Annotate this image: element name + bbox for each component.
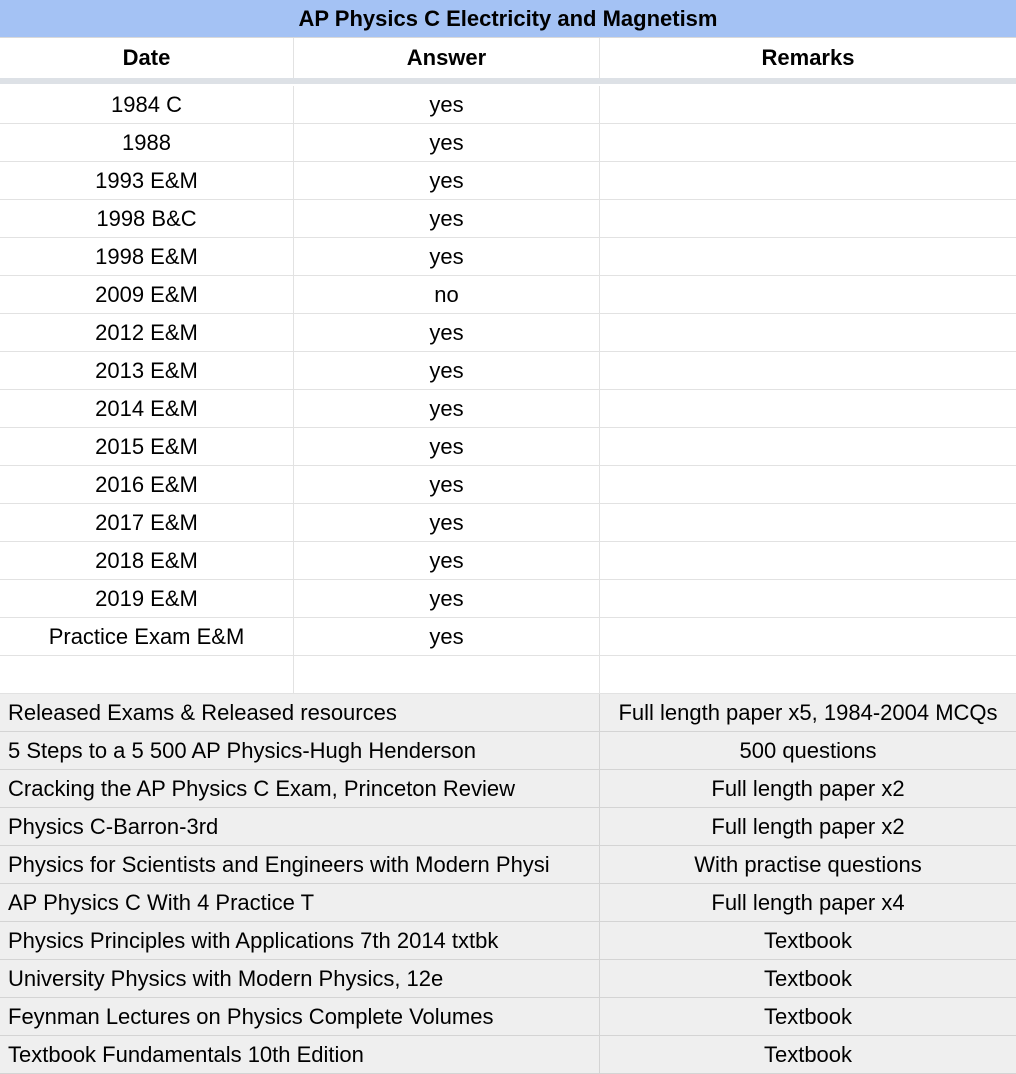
exam-date-cell[interactable]: 2012 E&M bbox=[0, 314, 294, 351]
header-answer[interactable]: Answer bbox=[294, 38, 600, 78]
exam-answer-cell[interactable]: yes bbox=[294, 542, 600, 579]
exam-date-cell[interactable]: 2016 E&M bbox=[0, 466, 294, 503]
exam-answer-cell[interactable]: no bbox=[294, 276, 600, 313]
resource-name-cell[interactable]: Physics C-Barron-3rd bbox=[0, 808, 600, 845]
resource-note-cell[interactable]: Full length paper x2 bbox=[600, 770, 1016, 807]
resource-row bbox=[0, 846, 1016, 884]
header-row bbox=[0, 38, 1016, 84]
exam-answer-cell[interactable]: yes bbox=[294, 428, 600, 465]
resource-note-cell[interactable]: Textbook bbox=[600, 922, 1016, 959]
exam-answer-cell[interactable]: yes bbox=[294, 238, 600, 275]
resource-row bbox=[0, 808, 1016, 846]
exam-date-cell[interactable]: 2009 E&M bbox=[0, 276, 294, 313]
resource-row bbox=[0, 884, 1016, 922]
exam-row bbox=[0, 428, 1016, 466]
header-date[interactable]: Date bbox=[0, 38, 294, 78]
exam-date-cell[interactable]: 2015 E&M bbox=[0, 428, 294, 465]
exam-answer-cell[interactable]: yes bbox=[294, 352, 600, 389]
resource-row bbox=[0, 998, 1016, 1036]
resource-note-cell[interactable]: With practise questions bbox=[600, 846, 1016, 883]
exam-date-cell[interactable]: 1998 B&C bbox=[0, 200, 294, 237]
exam-row bbox=[0, 618, 1016, 656]
exam-date-cell[interactable]: Practice Exam E&M bbox=[0, 618, 294, 655]
exam-answer-cell[interactable]: yes bbox=[294, 162, 600, 199]
exam-remarks-cell[interactable] bbox=[600, 390, 1016, 427]
exam-remarks-cell[interactable] bbox=[600, 124, 1016, 161]
exam-date-cell[interactable]: 2018 E&M bbox=[0, 542, 294, 579]
exam-answer-cell[interactable]: yes bbox=[294, 466, 600, 503]
exam-row bbox=[0, 314, 1016, 352]
exam-date-cell[interactable]: 1998 E&M bbox=[0, 238, 294, 275]
resource-row bbox=[0, 694, 1016, 732]
resource-note-cell[interactable]: Full length paper x2 bbox=[600, 808, 1016, 845]
exam-remarks-cell[interactable] bbox=[600, 162, 1016, 199]
resource-row bbox=[0, 732, 1016, 770]
exam-row bbox=[0, 542, 1016, 580]
exam-answer-cell[interactable] bbox=[294, 656, 600, 693]
sheet-title[interactable]: AP Physics C Electricity and Magnetism bbox=[0, 0, 1016, 38]
exam-row bbox=[0, 580, 1016, 618]
exam-row bbox=[0, 504, 1016, 542]
exam-date-cell[interactable] bbox=[0, 656, 294, 693]
exam-answer-cell[interactable]: yes bbox=[294, 618, 600, 655]
resource-name-cell[interactable]: Feynman Lectures on Physics Complete Volumes bbox=[0, 998, 600, 1035]
exam-remarks-cell[interactable] bbox=[600, 542, 1016, 579]
exam-answer-cell[interactable]: yes bbox=[294, 314, 600, 351]
exam-answer-cell[interactable]: yes bbox=[294, 124, 600, 161]
exam-date-cell[interactable]: 1993 E&M bbox=[0, 162, 294, 199]
exam-answer-cell[interactable]: yes bbox=[294, 580, 600, 617]
exam-date-cell[interactable]: 1984 C bbox=[0, 86, 294, 123]
exam-row bbox=[0, 162, 1016, 200]
exam-row bbox=[0, 276, 1016, 314]
resource-note-cell[interactable]: Textbook bbox=[600, 1036, 1016, 1073]
resource-note-cell[interactable]: Full length paper x5, 1984-2004 MCQs bbox=[600, 694, 1016, 731]
exam-remarks-cell[interactable] bbox=[600, 314, 1016, 351]
exam-row bbox=[0, 124, 1016, 162]
exam-date-cell[interactable]: 2017 E&M bbox=[0, 504, 294, 541]
exam-remarks-cell[interactable] bbox=[600, 86, 1016, 123]
resource-name-cell[interactable]: Released Exams & Released resources bbox=[0, 694, 600, 731]
exam-date-cell[interactable]: 2013 E&M bbox=[0, 352, 294, 389]
exam-date-cell[interactable]: 2014 E&M bbox=[0, 390, 294, 427]
resource-name-cell[interactable]: Physics for Scientists and Engineers with Modern Physi bbox=[0, 846, 600, 883]
exam-answer-cell[interactable]: yes bbox=[294, 390, 600, 427]
exam-date-cell[interactable]: 1988 bbox=[0, 124, 294, 161]
exam-row bbox=[0, 238, 1016, 276]
exam-row bbox=[0, 200, 1016, 238]
exam-remarks-cell[interactable] bbox=[600, 352, 1016, 389]
resource-note-cell[interactable]: 500 questions bbox=[600, 732, 1016, 769]
exam-remarks-cell[interactable] bbox=[600, 238, 1016, 275]
resource-name-cell[interactable]: AP Physics C With 4 Practice T bbox=[0, 884, 600, 921]
resource-note-cell[interactable]: Full length paper x4 bbox=[600, 884, 1016, 921]
resource-row bbox=[0, 922, 1016, 960]
resource-row bbox=[0, 1036, 1016, 1074]
resource-note-cell[interactable]: Textbook bbox=[600, 998, 1016, 1035]
resource-name-cell[interactable]: Textbook Fundamentals 10th Edition bbox=[0, 1036, 600, 1073]
exam-answer-cell[interactable]: yes bbox=[294, 200, 600, 237]
exam-row bbox=[0, 352, 1016, 390]
resource-row bbox=[0, 770, 1016, 808]
exam-answer-cell[interactable]: yes bbox=[294, 86, 600, 123]
resource-name-cell[interactable]: University Physics with Modern Physics, 12e bbox=[0, 960, 600, 997]
exam-rows bbox=[0, 86, 1016, 694]
exam-remarks-cell[interactable] bbox=[600, 276, 1016, 313]
exam-remarks-cell[interactable] bbox=[600, 428, 1016, 465]
resource-rows bbox=[0, 694, 1016, 1074]
exam-row bbox=[0, 466, 1016, 504]
exam-answer-cell[interactable]: yes bbox=[294, 504, 600, 541]
exam-row bbox=[0, 656, 1016, 694]
exam-remarks-cell[interactable] bbox=[600, 580, 1016, 617]
exam-remarks-cell[interactable] bbox=[600, 618, 1016, 655]
exam-remarks-cell[interactable] bbox=[600, 504, 1016, 541]
exam-row bbox=[0, 86, 1016, 124]
exam-remarks-cell[interactable] bbox=[600, 200, 1016, 237]
exam-row bbox=[0, 390, 1016, 428]
resource-note-cell[interactable]: Textbook bbox=[600, 960, 1016, 997]
resource-row bbox=[0, 960, 1016, 998]
exam-remarks-cell[interactable] bbox=[600, 656, 1016, 693]
resource-name-cell[interactable]: Physics Principles with Applications 7th 2014 txtbk bbox=[0, 922, 600, 959]
exam-date-cell[interactable]: 2019 E&M bbox=[0, 580, 294, 617]
resource-name-cell[interactable]: Cracking the AP Physics C Exam, Princeton Review bbox=[0, 770, 600, 807]
exam-remarks-cell[interactable] bbox=[600, 466, 1016, 503]
header-remarks[interactable]: Remarks bbox=[761, 45, 855, 70]
resource-name-cell[interactable]: 5 Steps to a 5 500 AP Physics-Hugh Henderson bbox=[0, 732, 600, 769]
